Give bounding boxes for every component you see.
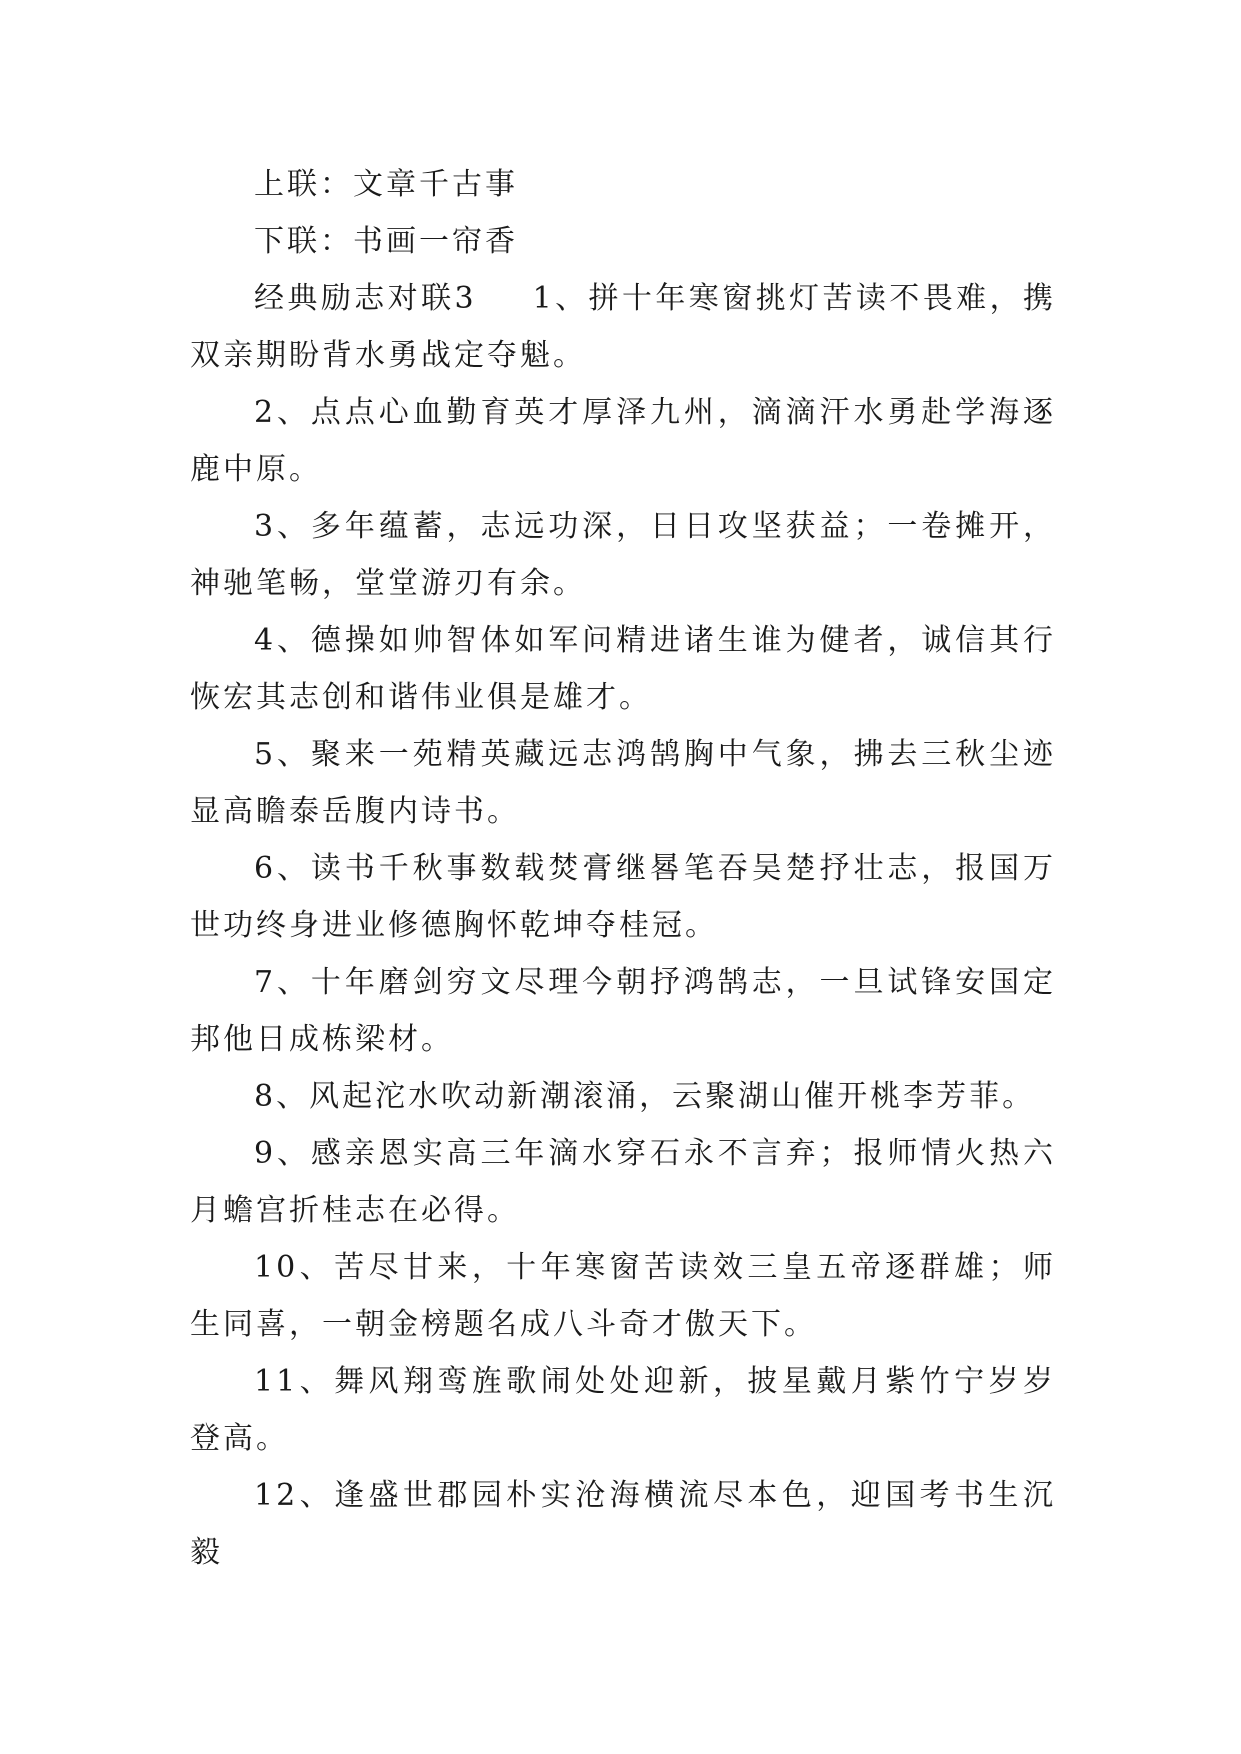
couplet-item-3: 3、多年蕴蓄，志远功深，日日攻坚获益；一卷摊开，神驰笔畅，堂堂游刃有余。 <box>190 509 1056 601</box>
document-body <box>190 156 1056 1581</box>
couplet-item-4: 4、德操如帅智体如军问精进诸生谁为健者，诚信其行恢宏其志创和谐伟业俱是雄才。 <box>190 623 1056 715</box>
section-heading: 经典励志对联3 <box>254 281 477 316</box>
couplet-item-5: 5、聚来一苑精英藏远志鸿鹄胸中气象，拂去三秋尘迹显高瞻泰岳腹内诗书。 <box>190 737 1056 829</box>
couplet-item-7: 7、十年磨剑穷文尽理今朝抒鸿鹄志，一旦试锋安国定邦他日成栋梁材。 <box>190 965 1056 1057</box>
couplet-item-2: 2、点点心血勤育英才厚泽九州，滴滴汗水勇赴学海逐鹿中原。 <box>190 395 1056 487</box>
couplet-item-11: 11、舞风翔鸾旌歌闹处处迎新，披星戴月紫竹宁岁岁登高。 <box>190 1364 1056 1456</box>
xialian-line: 下联：书画一帘香 <box>254 224 518 259</box>
couplet-item-8: 8、风起沱水吹动新潮滚涌，云聚湖山催开桃李芳菲。 <box>254 1079 1036 1114</box>
shanglian-line: 上联：文章千古事 <box>254 167 518 202</box>
couplet-item-9: 9、感亲恩实高三年滴水穿石永不言弃；报师情火热六月蟾宫折桂志在必得。 <box>190 1136 1056 1228</box>
couplet-item-6: 6、读书千秋事数载焚膏继晷笔吞吴楚抒壮志，报国万世功终身进业修德胸怀乾坤夺桂冠。 <box>190 851 1056 943</box>
couplet-item-1: 1、拼十年寒窗挑灯苦读不畏难，携双亲期盼背水勇战定夺魁。 <box>190 281 1056 373</box>
section-paragraph <box>190 270 1056 384</box>
couplet-item-12: 12、逢盛世郡园朴实沧海横流尽本色，迎国考书生沉毅 <box>190 1478 1056 1570</box>
couplet-item-10: 10、苦尽甘来，十年寒窗苦读效三皇五帝逐群雄；师生同喜，一朝金榜题名成八斗奇才傲天下。 <box>190 1250 1056 1342</box>
